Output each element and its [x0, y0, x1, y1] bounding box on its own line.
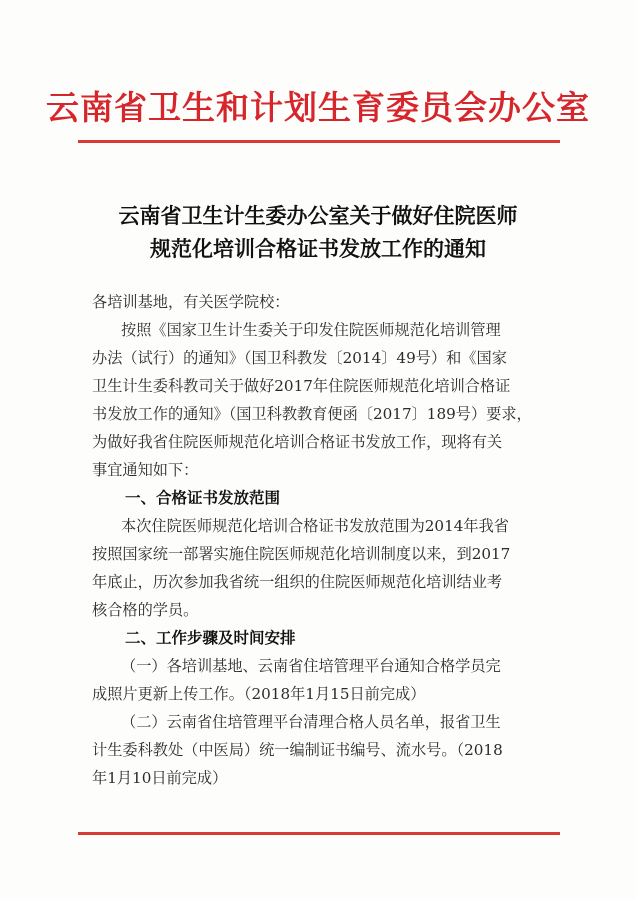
- section-1-heading: 一、合格证书发放范围: [125, 489, 281, 507]
- notice-title-line-2: 规范化培训合格证书发放工作的通知: [150, 236, 486, 261]
- salutation: 各培训基地，有关医学院校：: [92, 293, 290, 311]
- intro-line: 按照《国家卫生计生委关于印发住院医师规范化培训管理: [121, 321, 501, 339]
- section-2-line: 计生委科教处（中医局）统一编制证书编号、流水号。（2018: [92, 741, 503, 759]
- intro-line: 卫生计生委科教司关于做好2017年住院医师规范化培训合格证: [92, 377, 511, 395]
- section-1-line: 本次住院医师规范化培训合格证书发放范围为2014年我省: [121, 517, 509, 535]
- letterhead-title: 云南省卫生和计划生育委员会办公室: [46, 88, 590, 127]
- section-2-heading: 二、工作步骤及时间安排: [125, 629, 296, 647]
- section-1-line: 按照国家统一部署实施住院医师规范化培训制度以来，到2017: [92, 545, 511, 563]
- intro-line: 书发放工作的通知》（国卫科教教育便函〔2017〕189号）要求，: [92, 405, 532, 423]
- section-2-line: 年1月10日前完成）: [92, 769, 228, 787]
- intro-line: 办法（试行）的通知》（国卫科教发〔2014〕49号）和《国家: [92, 349, 507, 367]
- section-1-line: 年底止，历次参加我省统一组织的住院医师规范化培训结业考: [92, 573, 503, 591]
- intro-line: 为做好我省住院医师规范化培训合格证书发放工作，现将有关: [92, 433, 503, 451]
- notice-title-line-1: 云南省卫生计生委办公室关于做好住院医师: [118, 203, 518, 228]
- footer-red-rule: [78, 832, 560, 835]
- section-2-line: （一）各培训基地、云南省住培管理平台通知合格学员完: [121, 657, 501, 675]
- section-1-line: 核合格的学员。: [92, 601, 199, 619]
- section-2-line: 成照片更新上传工作。（2018年1月15日前完成）: [92, 685, 426, 703]
- letterhead-red-rule: [78, 140, 560, 143]
- intro-line: 事宜通知如下：: [92, 461, 199, 479]
- section-2-line: （二）云南省住培管理平台清理合格人员名单，报省卫生: [121, 713, 501, 731]
